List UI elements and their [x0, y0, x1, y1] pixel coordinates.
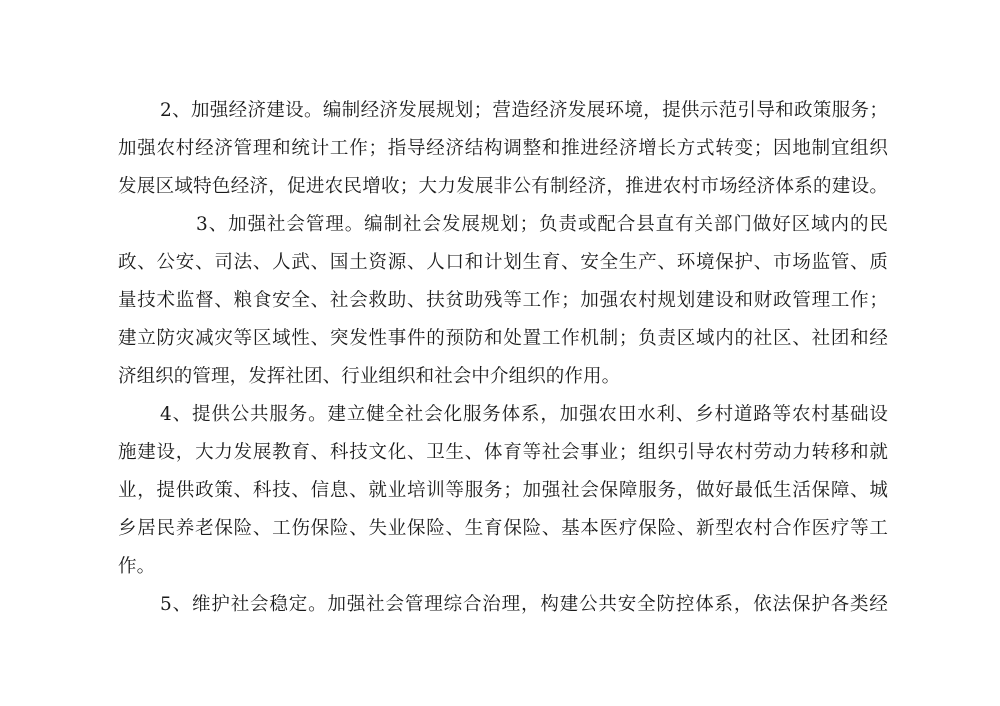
paragraph-4-line-5: 作。 — [118, 556, 156, 577]
paragraph-3-line-5: 济组织的管理，发挥社团、行业组织和社会中介组织的作用。 — [118, 366, 621, 387]
paragraph-4-line-4: 乡居民养老保险、工伤保险、失业保险、生育保险、基本医疗保险、新型农村合作医疗等工 — [118, 518, 888, 539]
paragraph-2-line-2: 加强农村经济管理和统计工作；指导经济结构调整和推进经济增长方式转变；因地制宜组织 — [118, 138, 888, 159]
paragraph-2-line-3: 发展区域特色经济，促进农民增收；大力发展非公有制经济，推进农村市场经济体系的建设。 — [118, 176, 888, 197]
paragraph-3-line-3: 量技术监督、粮食安全、社会救助、扶贫助残等工作；加强农村规划建设和财政管理工作； — [118, 290, 888, 311]
paragraph-4-line-1: 4、提供公共服务。建立健全社会化服务体系，加强农田水利、乡村道路等农村基础设 — [160, 404, 888, 425]
paragraph-5-line-1: 5、维护社会稳定。加强社会管理综合治理，构建公共安全防控体系，依法保护各类经 — [160, 594, 888, 615]
paragraph-4-line-2: 施建设，大力发展教育、科技文化、卫生、体育等社会事业；组织引导农村劳动力转移和就 — [118, 442, 888, 463]
paragraph-3-line-4: 建立防灾减灾等区域性、突发性事件的预防和处置工作机制；负责区域内的社区、社团和经 — [118, 328, 888, 349]
paragraph-4-line-3: 业，提供政策、科技、信息、就业培训等服务；加强社会保障服务，做好最低生活保障、城 — [118, 480, 888, 501]
paragraph-3-line-1: 3、加强社会管理。编制社会发展规划；负责或配合县直有关部门做好区域内的民 — [196, 214, 888, 235]
paragraph-2-line-1: 2、加强经济建设。编制经济发展规划；营造经济发展环境，提供示范引导和政策服务； — [160, 100, 888, 121]
paragraph-3-line-2: 政、公安、司法、人武、国土资源、人口和计划生育、安全生产、环境保护、市场监管、质 — [118, 252, 888, 273]
